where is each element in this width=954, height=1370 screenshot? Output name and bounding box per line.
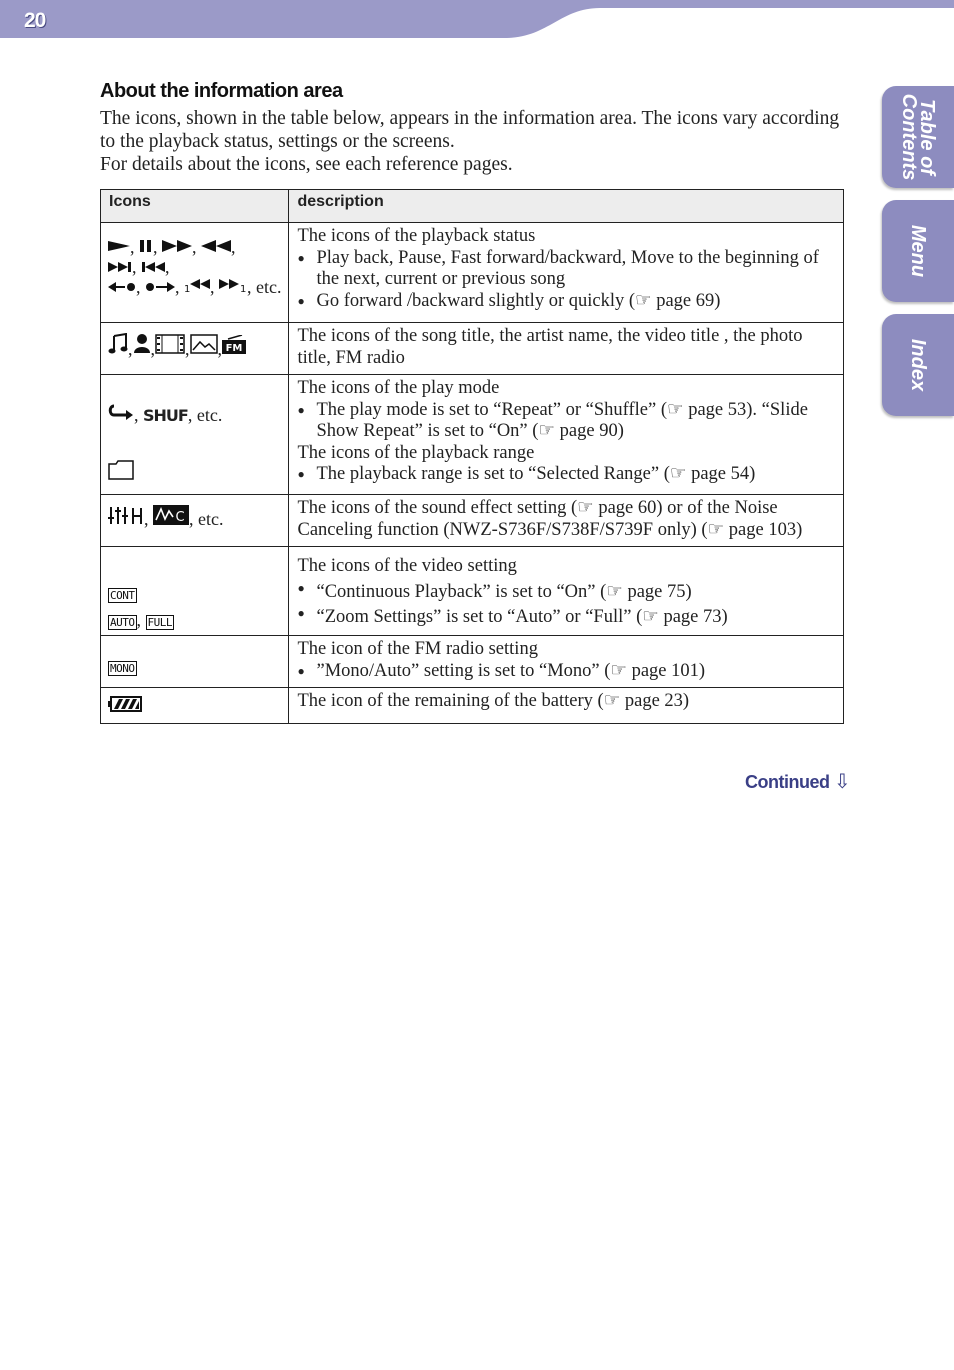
svg-text:C: C (175, 510, 185, 525)
row-description: The icons of the play mode (297, 378, 500, 398)
description-cell (289, 223, 844, 323)
row-description: The icons of the video setting (297, 556, 517, 576)
row-description: The icon of the FM radio setting (297, 639, 538, 659)
shuffle-icon: SHUF (143, 406, 188, 425)
previous-track-icon (141, 261, 165, 273)
next-track-icon (108, 261, 132, 273)
noise-canceling-icon (153, 505, 189, 525)
repeat-icon (108, 403, 134, 421)
icons-suffix: , etc. (187, 405, 223, 425)
continued-label: Continued (745, 772, 830, 792)
pause-icon (139, 239, 153, 253)
video-icon (155, 333, 185, 355)
artist-icon (133, 333, 151, 355)
row-description: The icon of the remaining of the battery (☞ page 23) (297, 691, 690, 711)
table-row (101, 495, 844, 547)
icons-cell (101, 636, 289, 688)
table-row (101, 636, 844, 688)
down-arrow-icon: ⇩ (834, 771, 851, 793)
folder-icon (108, 460, 134, 480)
row-description: The icons of the sound effect setting (☞ page 60) or of the Noise Canceling function (NWZ-S736F/S738F/S739F only) (☞ page 103) (297, 498, 803, 540)
step-back-icon (108, 281, 136, 293)
icons-cell (101, 688, 289, 724)
section-title: About the information area (100, 80, 343, 102)
step-forward-icon (145, 281, 175, 293)
table-row (101, 547, 844, 636)
table-header-row (101, 190, 844, 223)
tab-index[interactable] (882, 314, 954, 416)
description-cell (289, 547, 844, 636)
music-note-icon (108, 333, 128, 355)
list-item: ● The playback range is set to “Selected Range” (☞ page 54) (297, 464, 835, 486)
svg-text:1: 1 (240, 284, 247, 293)
mono-icon: MONO (110, 662, 135, 675)
column-header-description: description (289, 190, 844, 223)
section-intro (100, 107, 840, 176)
description-cell (289, 688, 844, 724)
battery-icon (108, 696, 142, 712)
row-description-2: The icons of the playback range (297, 442, 535, 463)
rewind-icon (201, 239, 231, 253)
table-row (101, 688, 844, 724)
table-row (101, 323, 844, 375)
table-row (101, 375, 844, 495)
row-description: The icons of the song title, the artist name, the video title , the photo title, FM radio (297, 326, 803, 368)
icons-cell: CONT AUTO , FULL (101, 547, 289, 636)
tab-table-of-contents-label: Table of Contents (898, 93, 938, 181)
icons-suffix: , etc. (247, 277, 282, 297)
zoom-auto-icon: AUTO (110, 616, 135, 629)
description-cell (289, 495, 844, 547)
svg-text:1: 1 (184, 284, 191, 293)
skip-back-slightly-icon (184, 277, 210, 293)
fm-radio-icon (222, 335, 246, 355)
equalizer-icon (108, 505, 144, 525)
tab-menu[interactable] (882, 200, 954, 302)
description-cell (289, 323, 844, 375)
photo-icon (190, 333, 218, 355)
icons-cell: , , , , FM (101, 323, 289, 375)
tab-index-label: Index (907, 338, 929, 392)
fast-forward-icon (162, 239, 192, 253)
continuous-playback-icon: CONT (110, 589, 135, 602)
page-number: 20 (24, 9, 46, 32)
intro-paragraph-2: For details about the icons, see each reference pages. (100, 154, 513, 175)
icons-cell: , SHUF, etc. (101, 375, 289, 495)
row-description: The icons of the playback status (297, 226, 536, 246)
column-header-icons: Icons (101, 190, 289, 223)
icons-suffix: , etc. (189, 509, 224, 529)
list-item: ● “Zoom Settings” is set to “Auto” or “Full” (☞ page 73) (297, 603, 835, 629)
fm-radio-label: FM (225, 343, 243, 354)
zoom-full-icon: FULL (147, 616, 172, 629)
tab-menu-label: Menu (907, 224, 929, 278)
list-item: ● ”Mono/Auto” setting is set to “Mono” (☞ page 101) (297, 661, 835, 683)
list-item: ● Play back, Pause, Fast forward/backward, Move to the beginning of the next, current or previous song (297, 248, 835, 291)
icons-table (100, 189, 844, 724)
header-bar (0, 0, 954, 40)
skip-forward-slightly-icon (219, 277, 247, 293)
continued-link[interactable] (745, 769, 850, 794)
tab-table-of-contents[interactable] (882, 86, 954, 188)
table-row (101, 223, 844, 323)
intro-paragraph-1: The icons, shown in the table below, appears in the information area. The icons vary according to the playback status, settings or the screens. (100, 108, 840, 152)
description-cell (289, 636, 844, 688)
list-item: ● “Continuous Playback” is set to “On” (☞ page 75) (297, 578, 835, 604)
description-cell (289, 375, 844, 495)
icons-cell: , , , , , , , , 1 , 1 , etc. (101, 223, 289, 323)
play-icon (108, 239, 130, 253)
list-item: ● Go forward /backward slightly or quickly (☞ page 69) (297, 291, 835, 313)
list-item: ● The play mode is set to “Repeat” or “Shuffle” (☞ page 53). “Slide Show Repeat” is set to “On” (☞ page 90) (297, 400, 835, 443)
icons-cell: , C , etc. (101, 495, 289, 547)
